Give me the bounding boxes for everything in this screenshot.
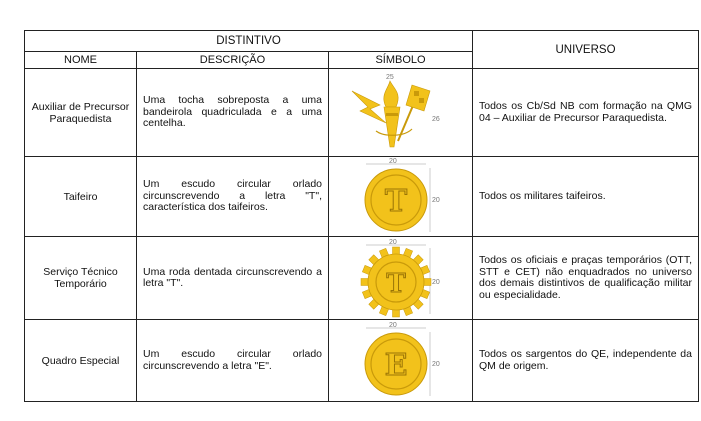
row-symbol [329,69,473,157]
row-description: Uma tocha sobreposta a uma bandeirola quadriculada e a uma centelha. [137,69,329,157]
torch-flag-spark-icon [346,71,456,155]
row-name: Serviço Técnico Temporário [25,237,137,320]
shield-letter: E [384,347,407,383]
dim-top-label: 20 [388,157,397,165]
dim-side-label: 20 [431,360,440,368]
dim-side-label: 20 [431,279,440,286]
table-row [25,69,699,157]
shield-letter: T [384,183,407,219]
row-universe: Todos os oficiais e praças temporários (OTT, STT e CET) não enquadrados no universo dos demais distintivos de qualificação militar ou especialidade. [473,237,699,320]
col-header-nome: NOME [25,52,137,69]
gear-letter: T [385,269,406,299]
row-description: Um escudo circular orlado circunscrevendo a letra "E". [137,320,329,402]
dim-side-label: 20 [431,196,440,204]
dim-side-label: 26 [431,115,440,123]
row-symbol [329,157,473,237]
row-description: Um escudo circular orlado circunscrevendo a letra "T", característica dos taifeiros. [137,157,329,237]
row-description: Uma roda dentada circunscrevendo a letra "T". [137,237,329,320]
round-shield-e-icon [356,322,446,400]
distintivo-header: DISTINTIVO [25,31,473,52]
row-symbol [329,320,473,402]
col-header-descricao: DESCRIÇÃO [137,52,329,69]
dim-top-label: 20 [388,239,397,246]
row-name: Auxiliar de Precursor Paraquedista [25,69,137,157]
table-row [25,237,699,320]
row-universe: Todos os militares taifeiros. [473,157,699,237]
col-header-simbolo: SÍMBOLO [329,52,473,69]
table-row [25,320,699,402]
row-name: Quadro Especial [25,320,137,402]
round-shield-t-icon [356,158,446,236]
dim-top-label: 25 [385,73,394,81]
row-symbol [329,237,473,320]
gear-wheel-t-icon [356,238,446,318]
row-name: Taifeiro [25,157,137,237]
dim-top-label: 20 [388,321,397,329]
row-universe: Todos os sargentos do QE, independente da QM de origem. [473,320,699,402]
row-universe: Todos os Cb/Sd NB com formação na QMG 04 – Auxiliar de Precursor Paraquedista. [473,69,699,157]
table-row [25,157,699,237]
insignia-table [24,30,699,402]
universo-header: UNIVERSO [473,31,699,69]
